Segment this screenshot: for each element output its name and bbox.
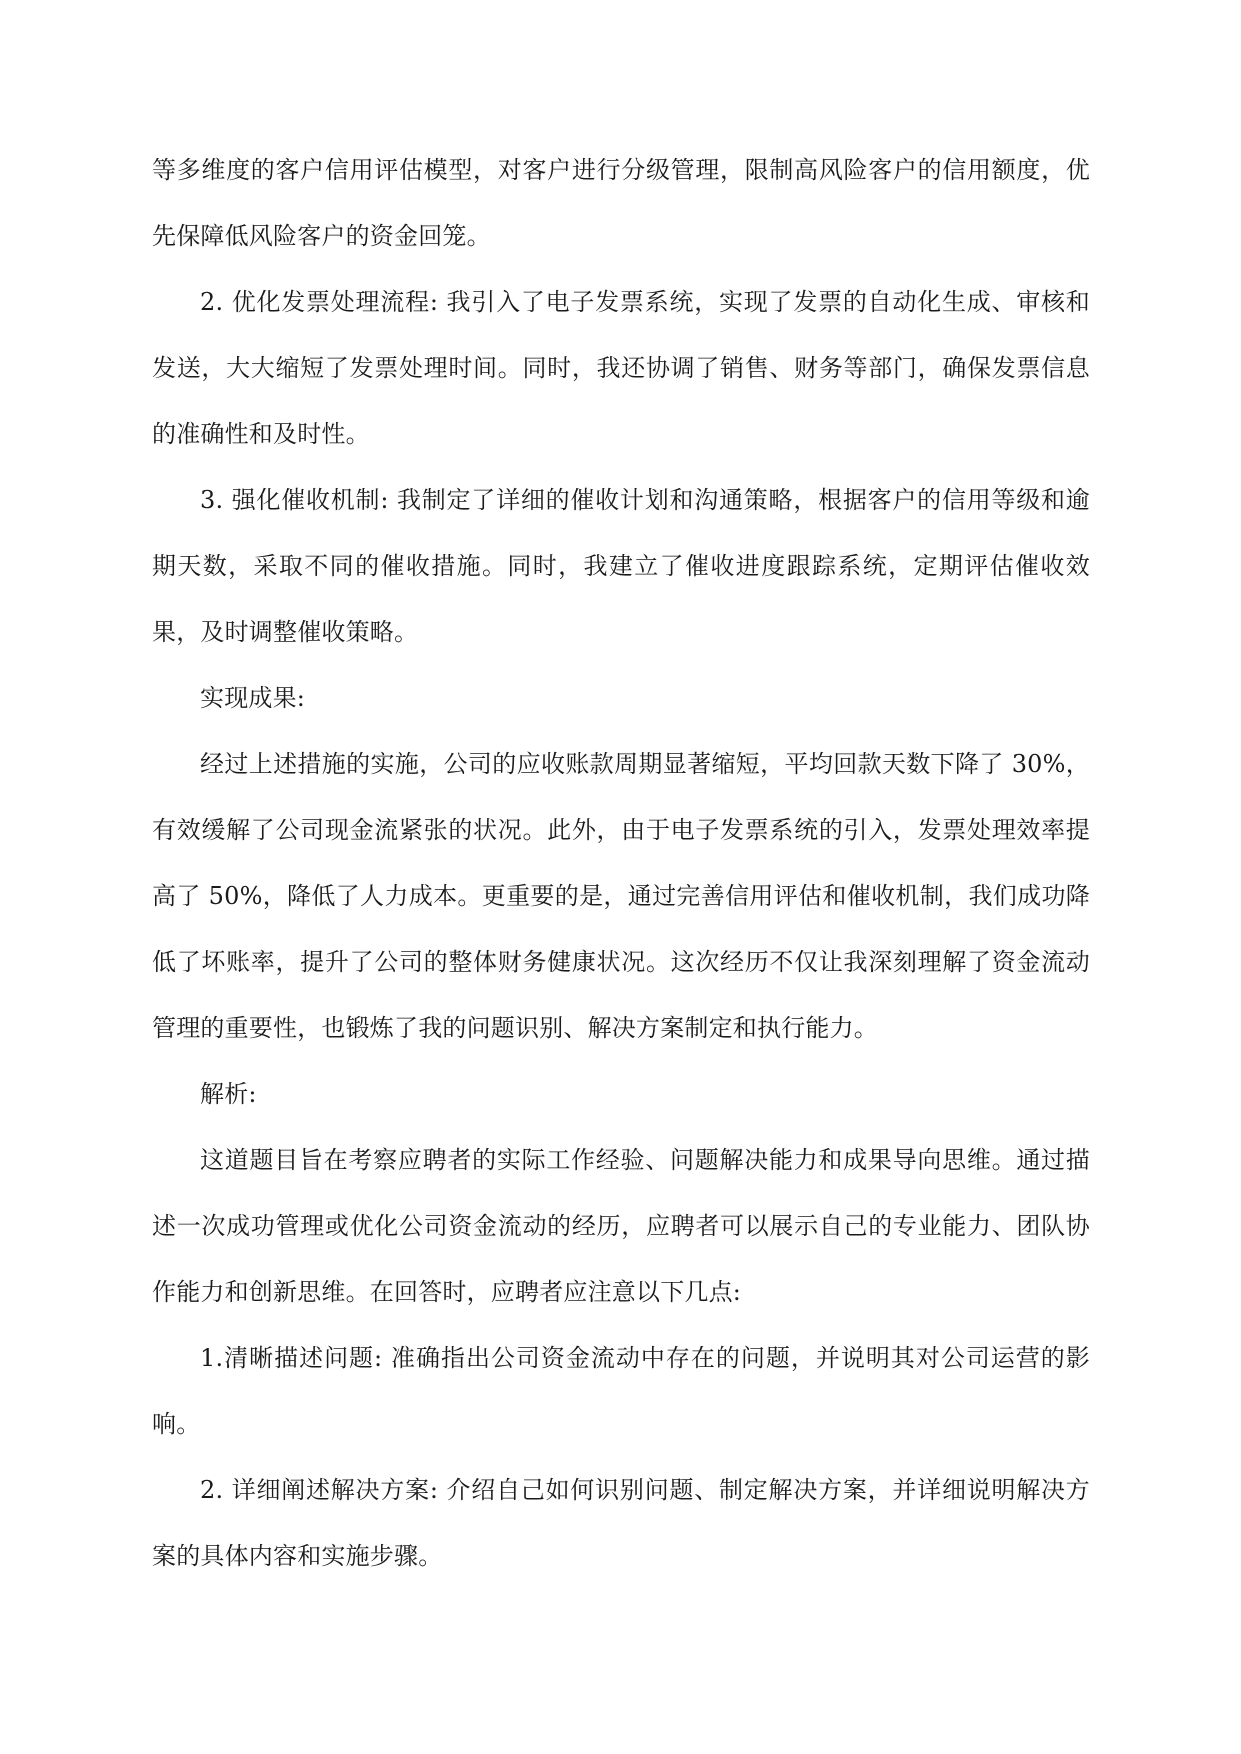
heading-results: 实现成果:	[200, 684, 306, 712]
paragraph-point-2: 2. 详细阐述解决方案: 介绍自己如何识别问题、制定解决方案，并详细说明解决方案的具体内容和实施步骤。	[152, 1476, 1090, 1570]
paragraph-credit-model: 等多维度的客户信用评估模型，对客户进行分级管理，限制高风险客户的信用额度，优先保障低风险客户的资金回笼。	[152, 156, 1090, 250]
paragraph-results: 经过上述措施的实施，公司的应收账款周期显著缩短，平均回款天数下降了 30%，有效缓解了公司现金流紧张的状况。此外，由于电子发票系统的引入，发票处理效率提高了 50%，降低了人力成本。更重要的是，通过完善信用评估和催收机制，我们成功降低了坏账率，提升了公司的整体财务健康状况。这次经历不仅让我深刻理解了资金流动管理的重要性，也锻炼了我的问题识别、解决方案制定和执行能力。	[152, 750, 1090, 1042]
document-body	[152, 137, 1090, 1589]
paragraph-invoice-process: 2. 优化发票处理流程: 我引入了电子发票系统，实现了发票的自动化生成、审核和发送，大大缩短了发票处理时间。同时，我还协调了销售、财务等部门，确保发票信息的准确性和及时性。	[152, 288, 1090, 448]
paragraph-point-1: 1.清晰描述问题: 准确指出公司资金流动中存在的问题，并说明其对公司运营的影响。	[152, 1344, 1090, 1438]
paragraph-collection-mechanism: 3. 强化催收机制: 我制定了详细的催收计划和沟通策略，根据客户的信用等级和逾期天数，采取不同的催收措施。同时，我建立了催收进度跟踪系统，定期评估催收效果，及时调整催收策略。	[152, 486, 1090, 646]
paragraph-analysis: 这道题目旨在考察应聘者的实际工作经验、问题解决能力和成果导向思维。通过描述一次成功管理或优化公司资金流动的经历，应聘者可以展示自己的专业能力、团队协作能力和创新思维。在回答时，应聘者应注意以下几点:	[152, 1146, 1090, 1306]
heading-analysis: 解析:	[200, 1080, 257, 1108]
